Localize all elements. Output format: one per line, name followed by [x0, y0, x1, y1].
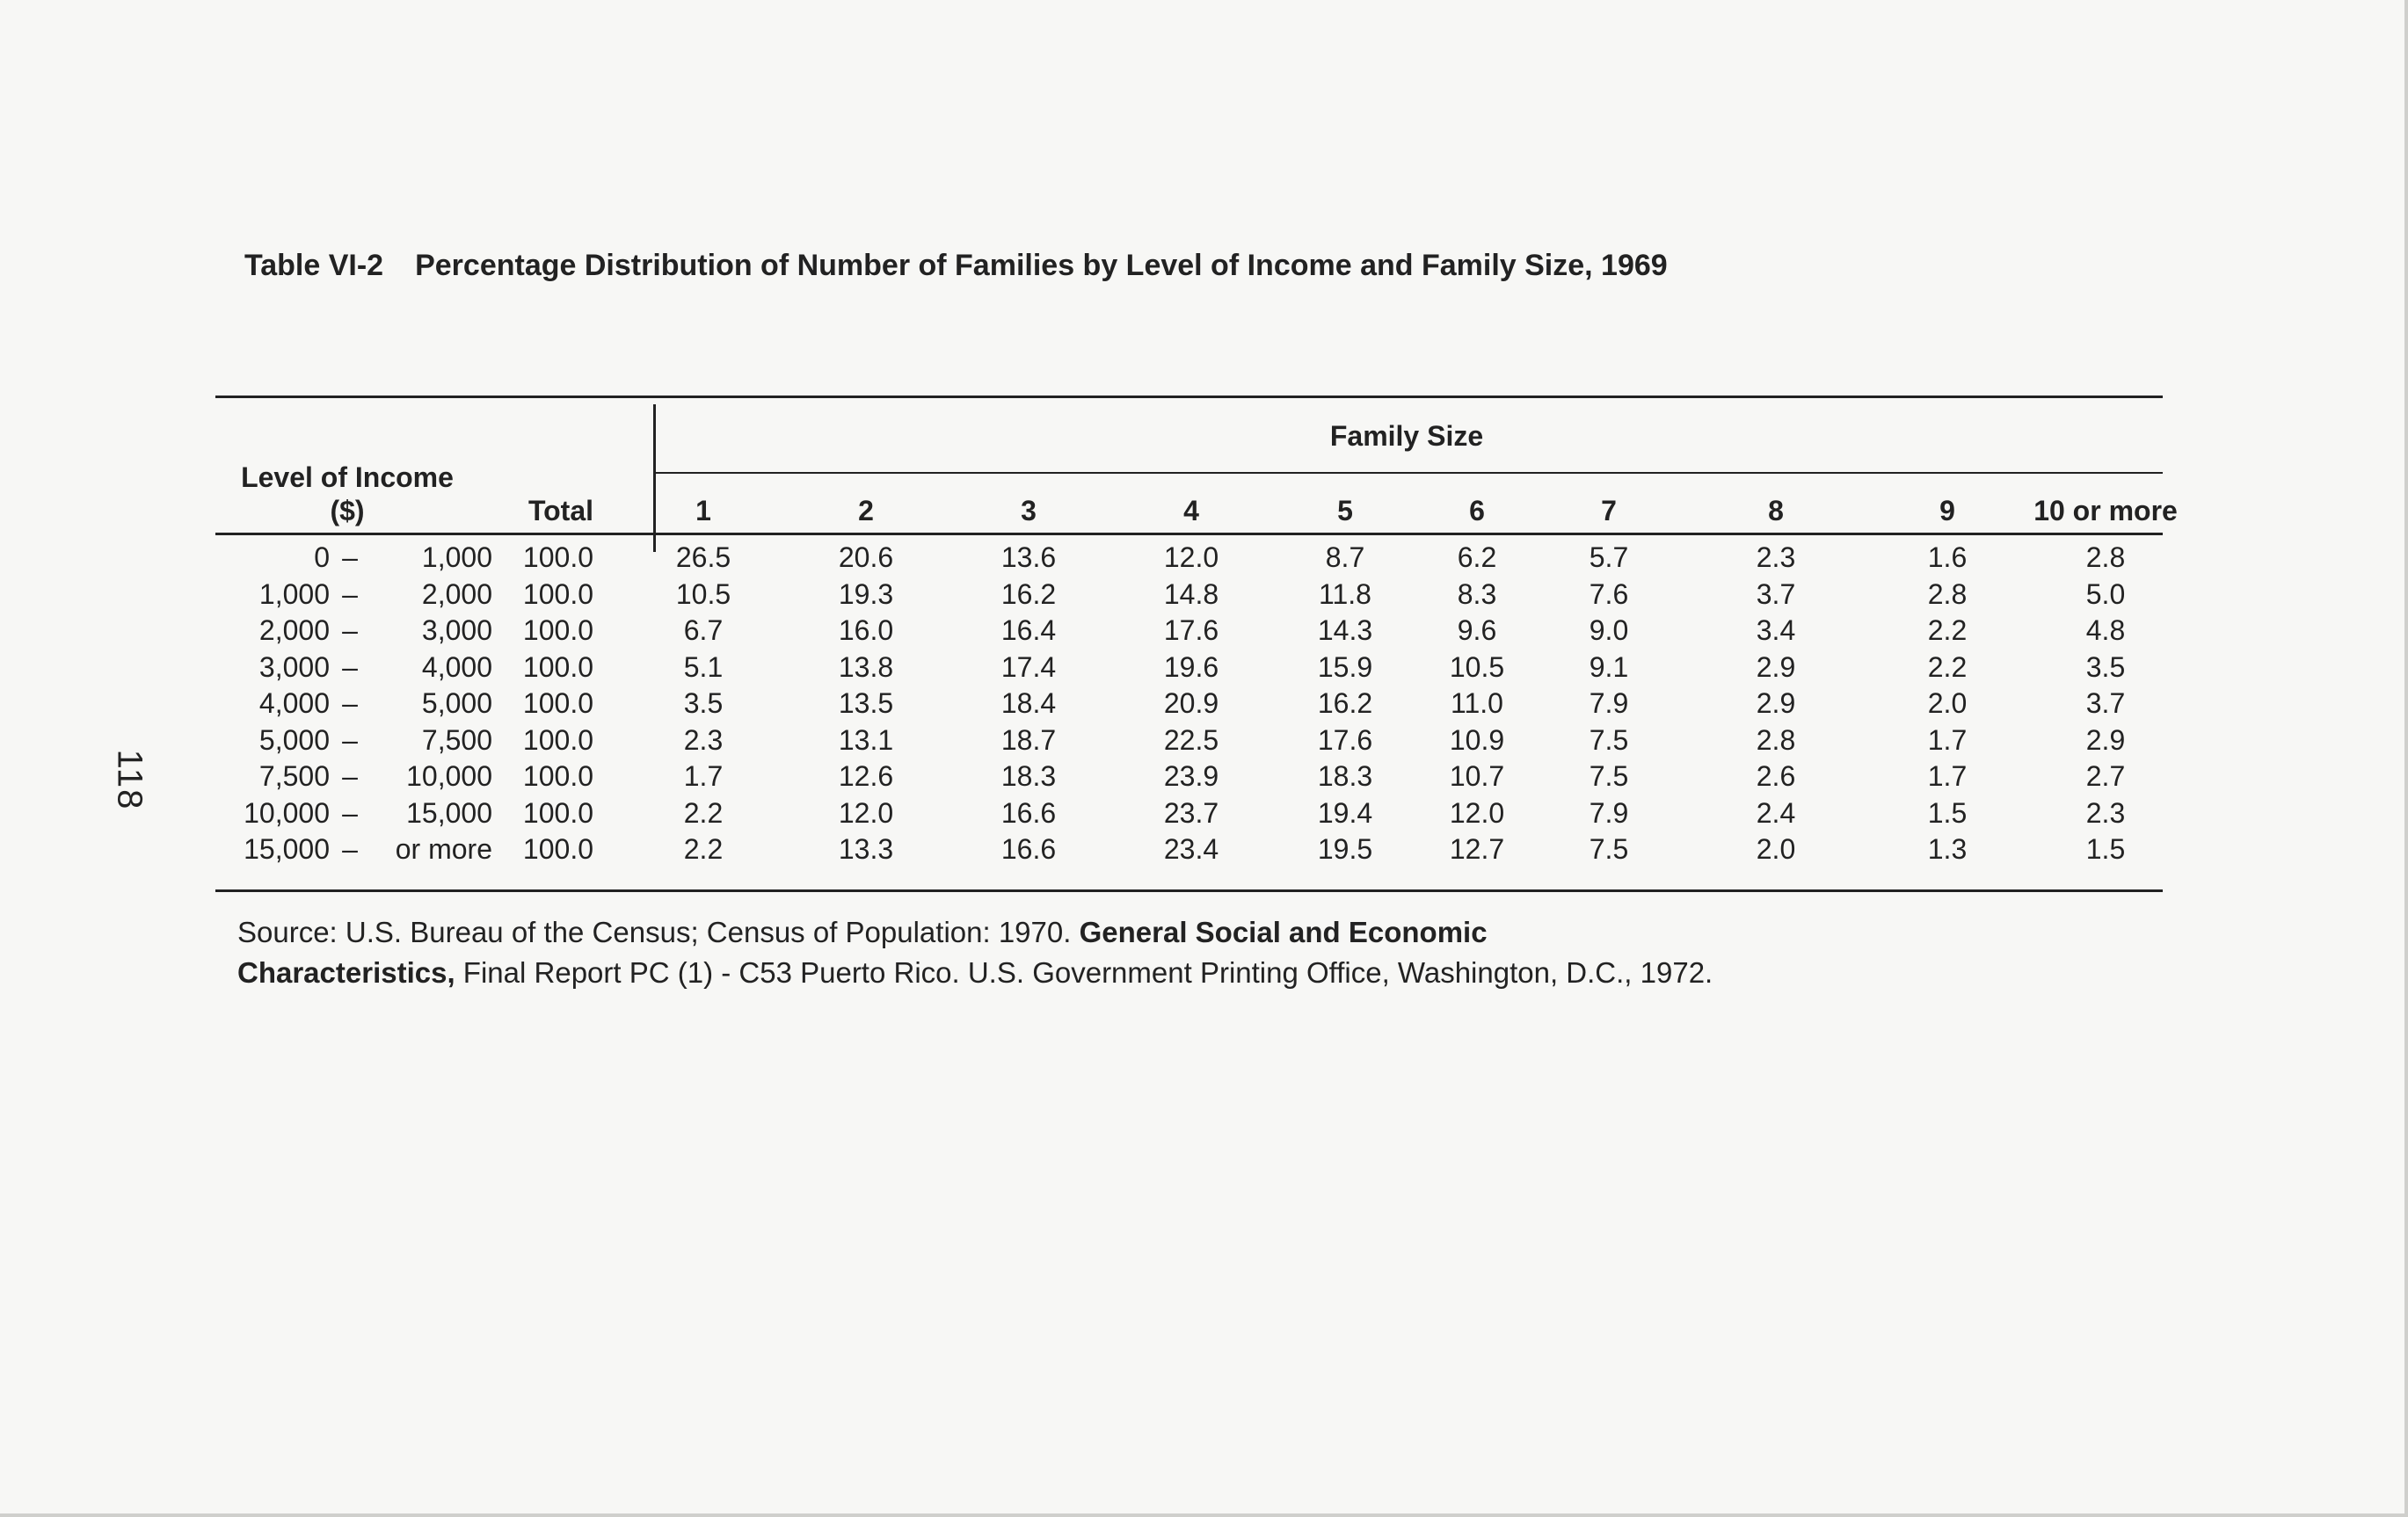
table-bottom-rule — [215, 889, 2163, 892]
table-top-rule — [215, 396, 2163, 398]
family-size-value: 16.6 — [1000, 833, 1057, 865]
family-size-value: 3.7 — [2085, 687, 2126, 719]
family-size-value: 17.6 — [1163, 614, 1219, 646]
row-total: 100.0 — [522, 760, 593, 792]
family-size-column-5: 5 — [1337, 495, 1353, 526]
family-size-value: 16.4 — [1000, 614, 1057, 646]
income-dash: – — [342, 577, 358, 610]
family-size-value: 3.5 — [2085, 650, 2126, 683]
family-size-value: 18.3 — [1000, 760, 1057, 792]
family-size-value: 23.9 — [1163, 760, 1219, 792]
income-dash: – — [342, 687, 358, 719]
family-size-value: 9.1 — [1589, 650, 1629, 683]
family-size-value: 20.6 — [838, 541, 894, 573]
family-size-value: 2.8 — [1756, 723, 1796, 756]
income-from: 2,000 — [258, 614, 330, 646]
family-size-value: 2.7 — [2085, 760, 2126, 792]
column-divider — [653, 404, 656, 552]
source-prefix: Source: U.S. Bureau of the Census; Census of Population: 1970. — [237, 916, 1080, 948]
income-from: 7,500 — [258, 760, 330, 792]
family-size-value: 5.7 — [1589, 541, 1629, 573]
family-size-value: 9.6 — [1457, 614, 1497, 646]
family-size-value: 2.2 — [1927, 614, 1968, 646]
family-size-value: 1.7 — [1927, 760, 1968, 792]
row-total: 100.0 — [522, 541, 593, 573]
family-size-column-8: 8 — [1768, 495, 1784, 526]
income-dash: – — [342, 760, 358, 792]
income-from: 15,000 — [244, 833, 330, 865]
family-size-value: 19.6 — [1163, 650, 1219, 683]
family-size-value: 3.4 — [1756, 614, 1796, 646]
family-size-value: 8.7 — [1325, 541, 1365, 573]
family-size-value: 20.9 — [1163, 687, 1219, 719]
family-size-value: 13.1 — [838, 723, 894, 756]
family-size-column-9: 9 — [1939, 495, 1955, 526]
family-size-value: 13.5 — [838, 687, 894, 719]
family-size-value: 12.0 — [1163, 541, 1219, 573]
income-dash: – — [342, 650, 358, 683]
family-size-value: 5.0 — [2085, 577, 2126, 610]
family-size-column-3: 3 — [1021, 495, 1037, 526]
family-size-value: 10.5 — [1449, 650, 1505, 683]
family-size-value: 12.7 — [1449, 833, 1505, 865]
family-size-value: 2.8 — [2085, 541, 2126, 573]
family-size-value: 9.0 — [1589, 614, 1629, 646]
family-size-column-6: 6 — [1469, 495, 1485, 526]
family-size-value: 6.2 — [1457, 541, 1497, 573]
family-size-value: 22.5 — [1163, 723, 1219, 756]
family-size-value: 7.6 — [1589, 577, 1629, 610]
family-size-column-2: 2 — [858, 495, 874, 526]
source-bold-title-2: Characteristics, — [237, 956, 455, 989]
family-size-value: 2.4 — [1756, 796, 1796, 829]
family-size-value: 13.3 — [838, 833, 894, 865]
family-size-value: 16.6 — [1000, 796, 1057, 829]
income-dash: – — [342, 541, 358, 573]
family-size-value: 16.2 — [1317, 687, 1373, 719]
family-size-value: 2.8 — [1927, 577, 1968, 610]
family-size-value: 23.7 — [1163, 796, 1219, 829]
income-from: 4,000 — [258, 687, 330, 719]
family-size-value: 12.6 — [838, 760, 894, 792]
family-size-value: 18.3 — [1317, 760, 1373, 792]
family-size-value: 7.5 — [1589, 833, 1629, 865]
income-dash: – — [342, 833, 358, 865]
income-to: 1,000 — [421, 541, 492, 573]
family-size-value: 23.4 — [1163, 833, 1219, 865]
income-to: 10,000 — [406, 760, 492, 792]
family-size-value: 8.3 — [1457, 577, 1497, 610]
family-size-value: 11.0 — [1451, 687, 1503, 719]
family-size-value: 7.5 — [1589, 760, 1629, 792]
income-header-line1: Level of Income — [241, 461, 454, 493]
family-size-value: 2.0 — [1756, 833, 1796, 865]
family-size-header: Family Size — [1329, 420, 1484, 452]
page-number: 118 — [110, 749, 149, 811]
family-size-value: 26.5 — [675, 541, 731, 573]
family-size-value: 10.5 — [675, 577, 731, 610]
family-size-value: 2.6 — [1756, 760, 1796, 792]
family-size-value: 13.6 — [1000, 541, 1057, 573]
family-size-value: 2.3 — [2085, 796, 2126, 829]
family-size-value: 1.7 — [1927, 723, 1968, 756]
family-size-value: 1.6 — [1927, 541, 1968, 573]
table-caption — [244, 249, 1668, 283]
table-title: Percentage Distribution of Number of Families by Level of Income and Family Size, 1969 — [415, 249, 1668, 282]
row-total: 100.0 — [522, 833, 593, 865]
family-size-value: 15.9 — [1317, 650, 1373, 683]
income-from: 0 — [314, 541, 330, 573]
family-size-value: 19.3 — [838, 577, 894, 610]
family-size-value: 4.8 — [2085, 614, 2126, 646]
total-header: Total — [527, 495, 593, 526]
income-header-line2: ($) — [330, 495, 365, 526]
family-size-value: 7.5 — [1589, 723, 1629, 756]
income-from: 10,000 — [244, 796, 330, 829]
income-from: 1,000 — [258, 577, 330, 610]
family-size-value: 19.5 — [1317, 833, 1373, 865]
family-size-value: 12.0 — [838, 796, 894, 829]
row-total: 100.0 — [522, 577, 593, 610]
family-size-value: 1.5 — [2085, 833, 2126, 865]
family-size-value: 2.9 — [1756, 687, 1796, 719]
family-size-value: 2.3 — [683, 723, 724, 756]
family-size-value: 14.8 — [1163, 577, 1219, 610]
family-size-value: 2.2 — [683, 833, 724, 865]
family-size-value: 2.3 — [1756, 541, 1796, 573]
family-size-value: 7.9 — [1589, 796, 1629, 829]
income-to: 3,000 — [421, 614, 492, 646]
family-size-value: 14.3 — [1317, 614, 1373, 646]
income-from: 3,000 — [258, 650, 330, 683]
family-size-value: 7.9 — [1589, 687, 1629, 719]
family-size-value: 3.7 — [1756, 577, 1796, 610]
family-size-value: 19.4 — [1317, 796, 1373, 829]
family-size-column-1: 1 — [695, 495, 711, 526]
family-size-value: 2.9 — [2085, 723, 2126, 756]
family-size-column-7: 7 — [1601, 495, 1617, 526]
family-size-value: 18.4 — [1000, 687, 1057, 719]
income-from: 5,000 — [258, 723, 330, 756]
income-dash: – — [342, 614, 358, 646]
income-to: 15,000 — [406, 796, 492, 829]
table-number: Table VI-2 — [244, 249, 384, 282]
family-size-value: 3.5 — [683, 687, 724, 719]
family-size-value: 12.0 — [1449, 796, 1505, 829]
income-to: or more — [395, 833, 492, 865]
family-size-value: 2.0 — [1927, 687, 1968, 719]
family-size-value: 10.7 — [1449, 760, 1505, 792]
header-bottom-rule — [215, 533, 2163, 535]
row-total: 100.0 — [522, 614, 593, 646]
family-size-rule — [655, 472, 2163, 474]
source-bold-title: General Social and Economic — [1079, 916, 1488, 948]
income-to: 7,500 — [421, 723, 492, 756]
row-total: 100.0 — [522, 796, 593, 829]
family-size-value: 17.4 — [1000, 650, 1057, 683]
family-size-value: 17.6 — [1317, 723, 1373, 756]
row-total: 100.0 — [522, 650, 593, 683]
family-size-value: 1.7 — [683, 760, 724, 792]
family-size-value: 5.1 — [683, 650, 724, 683]
page-edge-bottom — [0, 1513, 2408, 1517]
income-to: 5,000 — [421, 687, 492, 719]
family-size-value: 1.3 — [1927, 833, 1968, 865]
income-to: 2,000 — [421, 577, 492, 610]
family-size-value: 11.8 — [1319, 577, 1371, 610]
row-total: 100.0 — [522, 723, 593, 756]
source-note — [237, 912, 1732, 993]
family-size-column-4: 4 — [1183, 495, 1199, 526]
family-size-value: 2.9 — [1756, 650, 1796, 683]
family-size-value: 1.5 — [1927, 796, 1968, 829]
income-to: 4,000 — [421, 650, 492, 683]
family-size-value: 13.8 — [838, 650, 894, 683]
family-size-value: 18.7 — [1000, 723, 1057, 756]
row-total: 100.0 — [522, 687, 593, 719]
family-size-value: 10.9 — [1449, 723, 1505, 756]
source-suffix: Final Report PC (1) - C53 Puerto Rico. U.S. Government Printing Office, Washington, D.C., 1972. — [455, 956, 1713, 989]
family-size-value: 16.0 — [838, 614, 894, 646]
family-size-value: 6.7 — [683, 614, 724, 646]
income-dash: – — [342, 723, 358, 756]
page-edge-right — [2404, 0, 2408, 1517]
family-size-value: 16.2 — [1000, 577, 1057, 610]
income-dash: – — [342, 796, 358, 829]
family-size-column-10: 10 or more — [2033, 495, 2178, 526]
family-size-value: 2.2 — [683, 796, 724, 829]
family-size-value: 2.2 — [1927, 650, 1968, 683]
